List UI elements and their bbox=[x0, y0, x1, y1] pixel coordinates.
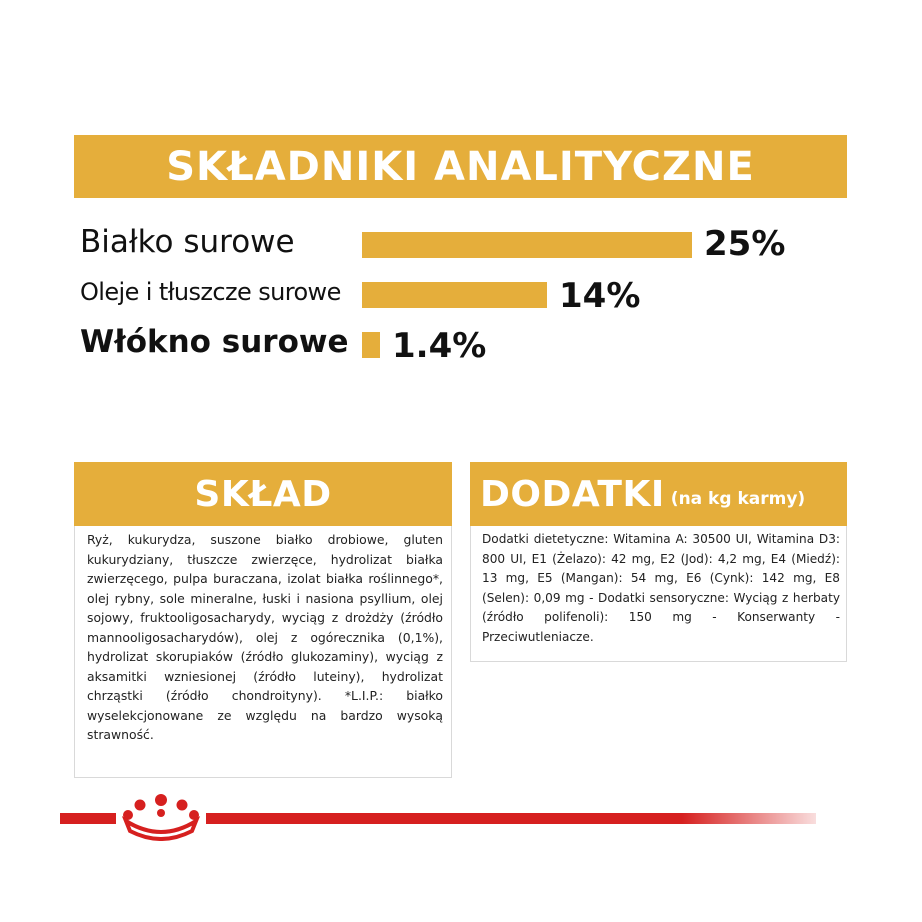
footer-line-left bbox=[60, 813, 116, 824]
composition-header bbox=[74, 462, 452, 526]
protein-value: 25% bbox=[704, 224, 786, 264]
protein-label: Białko surowe bbox=[80, 224, 295, 260]
additives-title: DODATKI bbox=[480, 473, 665, 515]
fiber-label: Włókno surowe bbox=[80, 324, 349, 360]
royal-canin-crown-icon bbox=[116, 793, 206, 841]
fat-bar bbox=[362, 282, 547, 308]
additives-subtitle: (na kg karmy) bbox=[670, 489, 806, 509]
composition-text: Ryż, kukurydza, suszone białko drobiowe, gluten kukurydziany, tłuszcze zwierzęce, hydrolizat białka zwierzęcego, pulpa buraczana, izolat białka roślinnego*, olej rybny, sole mineralne, łuski i nasiona psyllium, olej sojowy, fruktooligosacharydy, wyciąg z drożdży (źródło mannooligosacharydów), olej z ogórecznika (0,1%), hydrolizat skorupiaków (źródło glukozaminy), wyciąg z aksamitki wzniesionej (źródło luteiny), hydrolizat chrząstki (źródło chondroityny). *L.I.P.: białko wyselekcjonowane ze względu na bardzo wysoką strawność. bbox=[87, 532, 443, 742]
fat-label: Oleje i tłuszcze surowe bbox=[80, 278, 341, 306]
footer-line-right bbox=[206, 813, 816, 824]
protein-bar bbox=[362, 232, 692, 258]
fat-value: 14% bbox=[559, 276, 641, 316]
analytical-title: SKŁADNIKI ANALITYCZNE bbox=[166, 143, 755, 190]
fiber-value: 1.4% bbox=[392, 326, 487, 366]
fiber-bar bbox=[362, 332, 380, 358]
composition-title: SKŁAD bbox=[194, 473, 332, 515]
additives-text: Dodatki dietetyczne: Witamina A: 30500 UI, Witamina D3: 800 UI, E1 (Żelazo): 42 mg, E2 (Jod): 4,2 mg, E4 (Miedź): 13 mg, E5 (Mangan): 54 mg, E6 (Cynk): 142 mg, E8 (Selen): 0,09 mg - Dodatki sensoryczne: Wyciąg z herbaty (źródło polifenoli): 150 mg - Konserwanty - Przeciwutleniacze. bbox=[482, 532, 840, 644]
analytical-header bbox=[74, 135, 847, 198]
additives-header bbox=[470, 462, 847, 526]
